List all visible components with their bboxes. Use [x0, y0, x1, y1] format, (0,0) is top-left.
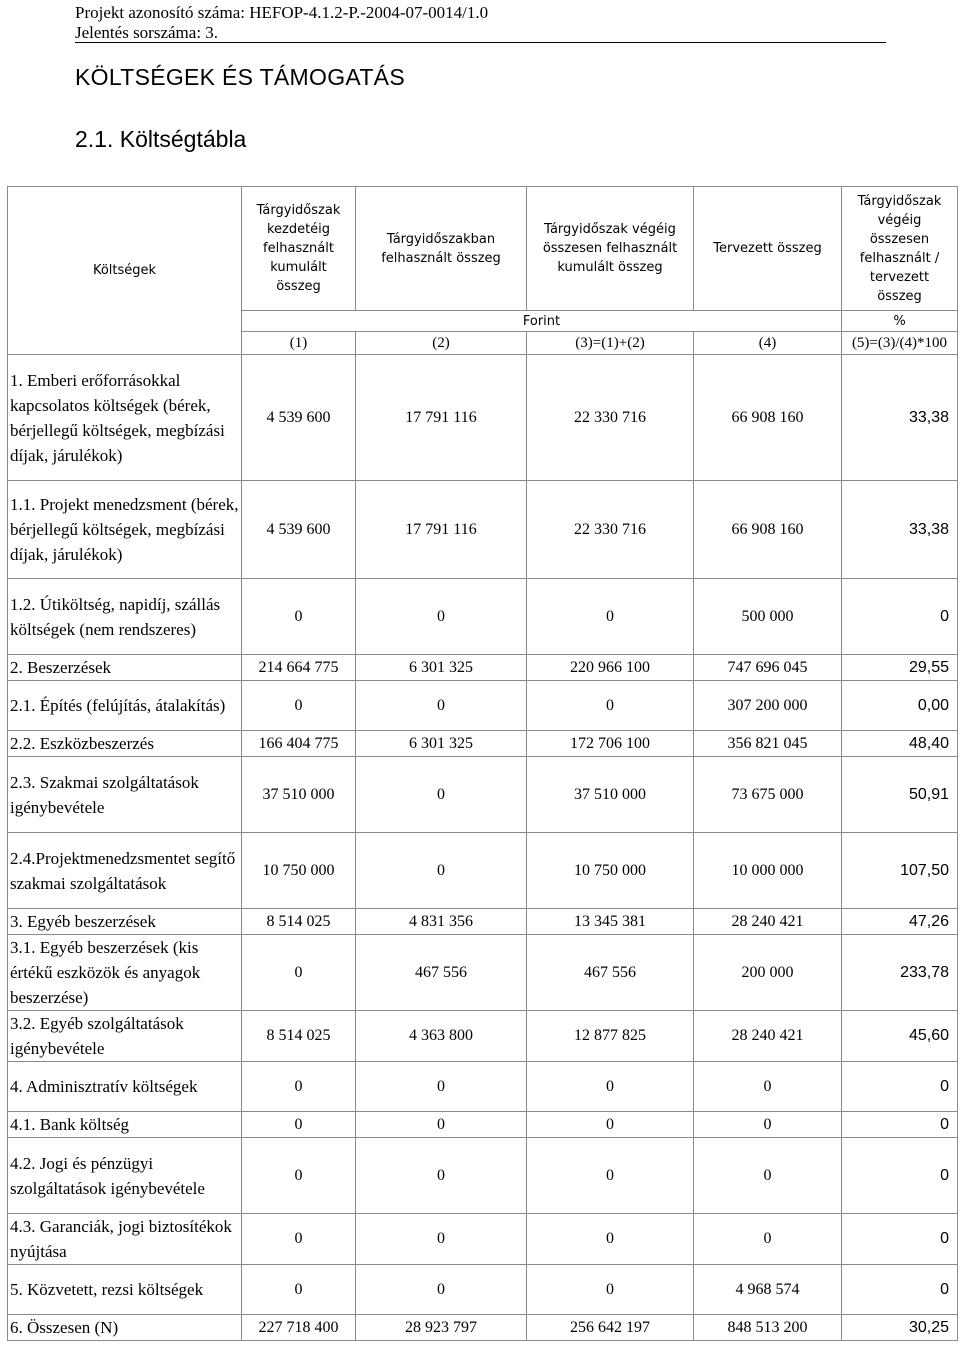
row-amount-3: 0: [527, 1214, 694, 1265]
row-label: 2.2. Eszközbeszerzés: [8, 731, 242, 757]
col-header-1: Tárgyidőszak kezdetéig felhasznált kumulált összeg: [242, 187, 356, 311]
document-header: [75, 3, 886, 43]
row-percent: 33,38: [842, 481, 958, 579]
row-amount-3: 0: [527, 1138, 694, 1214]
row-label: 2.3. Szakmai szolgáltatások igénybevétele: [8, 757, 242, 833]
table-row: [8, 1062, 958, 1112]
row-amount-3: 0: [527, 681, 694, 731]
row-amount-4: 0: [694, 1214, 842, 1265]
row-percent: 107,50: [842, 833, 958, 909]
formula-3: (3)=(1)+(2): [527, 332, 694, 355]
row-amount-1: 0: [242, 1138, 356, 1214]
row-percent: 0: [842, 1214, 958, 1265]
project-id: Projekt azonosító száma: HEFOP-4.1.2-P.-2004-07-0014/1.0: [75, 3, 489, 22]
row-amount-4: 28 240 421: [694, 1011, 842, 1062]
row-label: 2.4.Projektmenedzsmentet segítő szakmai szolgáltatások: [8, 833, 242, 909]
row-percent: 29,55: [842, 655, 958, 681]
row-percent: 48,40: [842, 731, 958, 757]
row-amount-2: 0: [356, 757, 527, 833]
row-amount-3: 13 345 381: [527, 909, 694, 935]
row-percent: 233,78: [842, 935, 958, 1011]
formula-5: (5)=(3)/(4)*100: [842, 332, 958, 355]
row-amount-4: 10 000 000: [694, 833, 842, 909]
row-amount-2: 28 923 797: [356, 1315, 527, 1341]
row-amount-4: 73 675 000: [694, 757, 842, 833]
table-row: [8, 481, 958, 579]
subsection-title: 2.1. Költségtábla: [75, 126, 247, 152]
row-amount-2: 0: [356, 681, 527, 731]
row-amount-3: 12 877 825: [527, 1011, 694, 1062]
row-percent: 0: [842, 579, 958, 655]
row-percent: 33,38: [842, 355, 958, 481]
row-amount-2: 0: [356, 1062, 527, 1112]
row-amount-2: 17 791 116: [356, 355, 527, 481]
row-amount-2: 0: [356, 1138, 527, 1214]
row-percent: 45,60: [842, 1011, 958, 1062]
row-amount-3: 0: [527, 1265, 694, 1315]
row-percent: 0: [842, 1062, 958, 1112]
table-row: [8, 757, 958, 833]
row-amount-1: 0: [242, 681, 356, 731]
row-label: 3.2. Egyéb szolgáltatások igénybevétele: [8, 1011, 242, 1062]
row-amount-2: 4 363 800: [356, 1011, 527, 1062]
table-row: [8, 1138, 958, 1214]
row-amount-2: 17 791 116: [356, 481, 527, 579]
row-amount-4: 0: [694, 1062, 842, 1112]
row-amount-4: 747 696 045: [694, 655, 842, 681]
table-row: [8, 1265, 958, 1315]
row-amount-1: 166 404 775: [242, 731, 356, 757]
row-amount-2: 467 556: [356, 935, 527, 1011]
row-amount-3: 0: [527, 1112, 694, 1138]
row-percent: 30,25: [842, 1315, 958, 1341]
row-amount-1: 10 750 000: [242, 833, 356, 909]
table-row: [8, 909, 958, 935]
row-amount-2: 0: [356, 1265, 527, 1315]
row-amount-4: 28 240 421: [694, 909, 842, 935]
table-row: [8, 833, 958, 909]
row-label: 1.2. Útiköltség, napidíj, szállás költségek (nem rendszeres): [8, 579, 242, 655]
row-label: 4.1. Bank költség: [8, 1112, 242, 1138]
row-amount-1: 8 514 025: [242, 1011, 356, 1062]
row-label: 1.1. Projekt menedzsment (bérek, bérjellegű költségek, megbízási díjak, járulékok): [8, 481, 242, 579]
row-amount-4: 200 000: [694, 935, 842, 1011]
row-amount-1: 4 539 600: [242, 481, 356, 579]
row-amount-1: 0: [242, 1265, 356, 1315]
row-amount-1: 227 718 400: [242, 1315, 356, 1341]
row-label: 3.1. Egyéb beszerzések (kis értékű eszközök és anyagok beszerzése): [8, 935, 242, 1011]
row-percent: 47,26: [842, 909, 958, 935]
row-amount-3: 37 510 000: [527, 757, 694, 833]
table-row: [8, 355, 958, 481]
row-amount-3: 10 750 000: [527, 833, 694, 909]
row-percent: 0: [842, 1138, 958, 1214]
row-amount-1: 0: [242, 1214, 356, 1265]
table-row: [8, 731, 958, 757]
row-amount-1: 37 510 000: [242, 757, 356, 833]
row-amount-3: 220 966 100: [527, 655, 694, 681]
row-amount-1: 0: [242, 1112, 356, 1138]
row-amount-3: 256 642 197: [527, 1315, 694, 1341]
row-amount-2: 0: [356, 833, 527, 909]
row-amount-4: 0: [694, 1138, 842, 1214]
row-amount-4: 848 513 200: [694, 1315, 842, 1341]
row-amount-1: 0: [242, 1062, 356, 1112]
row-amount-3: 0: [527, 1062, 694, 1112]
row-amount-4: 4 968 574: [694, 1265, 842, 1315]
row-amount-4: 66 908 160: [694, 481, 842, 579]
row-amount-3: 0: [527, 579, 694, 655]
report-number: Jelentés sorszáma: 3.: [75, 23, 219, 42]
row-amount-1: 4 539 600: [242, 355, 356, 481]
row-amount-3: 22 330 716: [527, 481, 694, 579]
row-percent: 0: [842, 1112, 958, 1138]
section-title: KÖLTSÉGEK ÉS TÁMOGATÁS: [75, 64, 405, 90]
table-row: [8, 935, 958, 1011]
formula-2: (2): [356, 332, 527, 355]
row-percent: 50,91: [842, 757, 958, 833]
row-amount-1: 8 514 025: [242, 909, 356, 935]
row-amount-4: 356 821 045: [694, 731, 842, 757]
table-row: [8, 579, 958, 655]
col-header-5: Tárgyidőszak végéig összesen felhasznált / tervezett összeg: [842, 187, 958, 311]
row-label: 4.2. Jogi és pénzügyi szolgáltatások igénybevétele: [8, 1138, 242, 1214]
row-amount-3: 22 330 716: [527, 355, 694, 481]
row-amount-1: 0: [242, 579, 356, 655]
row-label: 2.1. Építés (felújítás, átalakítás): [8, 681, 242, 731]
row-amount-4: 307 200 000: [694, 681, 842, 731]
row-label: 4.3. Garanciák, jogi biztosítékok nyújtása: [8, 1214, 242, 1265]
row-amount-1: 214 664 775: [242, 655, 356, 681]
table-row: [8, 1315, 958, 1341]
row-amount-2: 0: [356, 1214, 527, 1265]
row-percent: 0,00: [842, 681, 958, 731]
unit-currency: Forint: [242, 311, 842, 332]
formula-4: (4): [694, 332, 842, 355]
row-label: 1. Emberi erőforrásokkal kapcsolatos költségek (bérek, bérjellegű költségek, megbízási díjak, járulékok): [8, 355, 242, 481]
col-header-costs: Költségek: [8, 187, 242, 355]
row-amount-2: 0: [356, 1112, 527, 1138]
table-row: [8, 1214, 958, 1265]
row-amount-1: 0: [242, 935, 356, 1011]
row-label: 2. Beszerzések: [8, 655, 242, 681]
row-label: 5. Közvetett, rezsi költségek: [8, 1265, 242, 1315]
table-row: [8, 655, 958, 681]
row-amount-2: 0: [356, 579, 527, 655]
cost-table: [7, 186, 958, 1341]
row-amount-3: 172 706 100: [527, 731, 694, 757]
row-amount-4: 0: [694, 1112, 842, 1138]
table-row: [8, 1112, 958, 1138]
row-percent: 0: [842, 1265, 958, 1315]
column-header-row: [8, 187, 958, 311]
row-amount-4: 66 908 160: [694, 355, 842, 481]
row-label: 6. Összesen (N): [8, 1315, 242, 1341]
col-header-2: Tárgyidőszakban felhasznált összeg: [356, 187, 527, 311]
unit-percent: %: [842, 311, 958, 332]
col-header-4: Tervezett összeg: [694, 187, 842, 311]
row-amount-4: 500 000: [694, 579, 842, 655]
table-row: [8, 1011, 958, 1062]
row-amount-3: 467 556: [527, 935, 694, 1011]
row-label: 4. Adminisztratív költségek: [8, 1062, 242, 1112]
row-amount-2: 6 301 325: [356, 731, 527, 757]
table-row: [8, 681, 958, 731]
row-label: 3. Egyéb beszerzések: [8, 909, 242, 935]
formula-1: (1): [242, 332, 356, 355]
col-header-3: Tárgyidőszak végéig összesen felhasznált kumulált összeg: [527, 187, 694, 311]
header-divider: [75, 42, 886, 43]
row-amount-2: 4 831 356: [356, 909, 527, 935]
row-amount-2: 6 301 325: [356, 655, 527, 681]
